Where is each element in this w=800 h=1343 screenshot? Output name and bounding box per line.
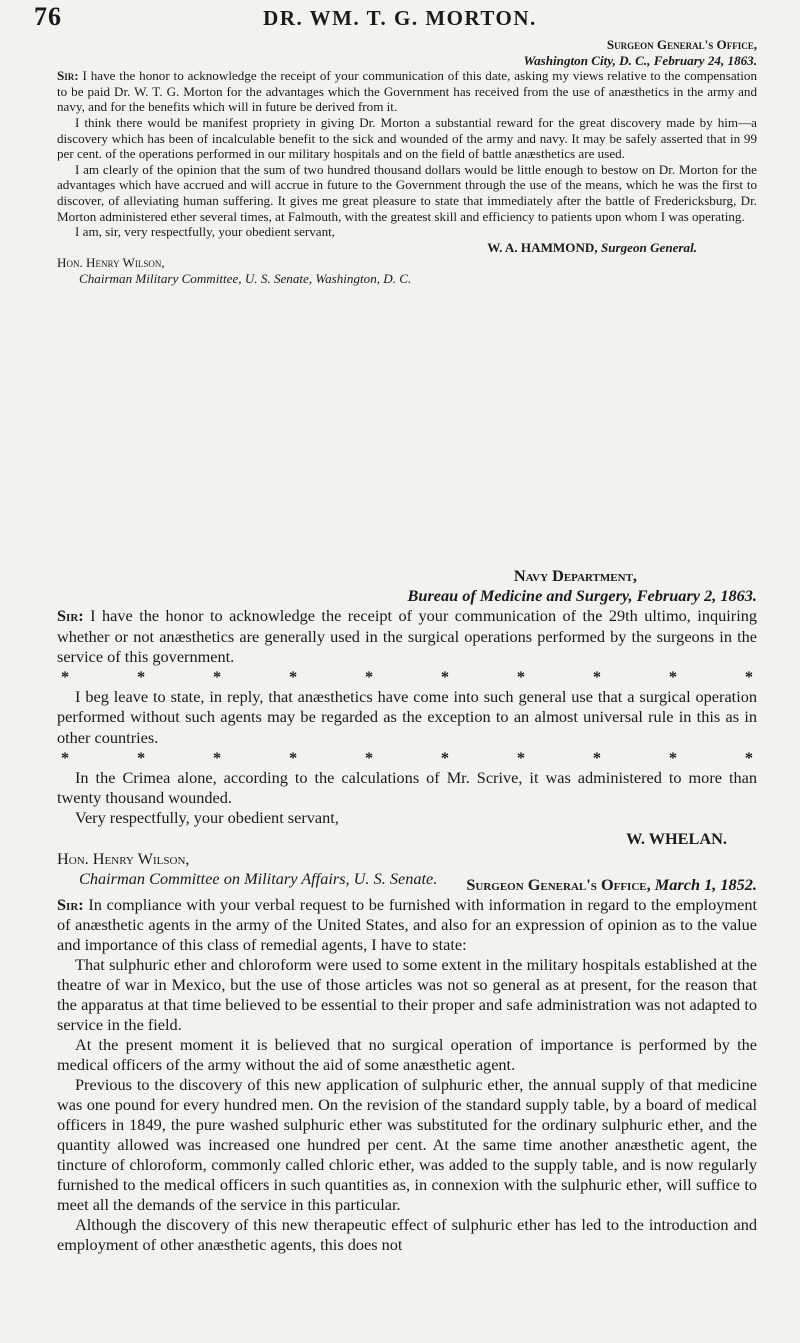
addressee-name: Hon. Henry Wilson, [57, 848, 190, 868]
letter-signature [57, 829, 727, 849]
letter-paragraph-text: In compliance with your verbal request to be furnished with information in regard to the employment of anæsthetic agents in the army of the United States, and also for an expression of opinion as to the value and importance of this class of remedial agents, I have to state: [57, 895, 757, 954]
ellipsis-mark: * [288, 747, 298, 767]
addressee-committee: Chairman Committee on Military Affairs, U. S. Senate. [79, 869, 438, 889]
letter-salutation: Sir: [57, 606, 84, 626]
ellipsis-mark: * [364, 667, 374, 687]
letter-salutation: Sir: [57, 895, 84, 914]
letter-paragraph: That sulphuric ether and chloroform were used to some extent in the military hospitals established at the theatre of war in Mexico, but the use of those articles was not so general as at present, for the reason that the apparatus at that time believed to be essential to their proper and safe administration was not adapted to service in the field. [57, 955, 757, 1034]
letter-place-date-text: Bureau of Medicine and Surgery, February 2, 1863. [407, 586, 757, 606]
ellipsis-mark: * [744, 747, 753, 767]
letter-paragraph-text: I have the honor to acknowledge the receipt of your communication of this date, asking my views relative to the compensation to be paid Dr. W. T. G. Morton for the advantages which the Government has received from the use of anæsthetics in the army and navy, and for the benefits which will in future be derived from it. [57, 68, 757, 115]
letter-paragraph: Previous to the discovery of this new application of sulphuric ether, the annual supply of that medicine was one pound for every hundred men. On the revision of the standard supply table, by a board of medical officers in 1849, the pure washed sulphuric ether was substituted for the ordinary sulphuric ether, and the quantity allowed was increased one hundred per cent. At the same time another anæsthetic agent, the tincture of chloroform, commonly called chloric ether, was added to the supply table, and is now regularly furnished to the medical officers in such quantities as, in connexion with the sulphuric ether, will suffice to meet all the demands of the service in this particular. [57, 1075, 757, 1214]
letter-closing: I am, sir, very respectfully, your obedient servant, [75, 224, 336, 240]
letter-surgeon-general-1852 [57, 875, 757, 1255]
letter-paragraph-text: I have the honor to acknowledge the receipt of your communication of the 29th ultimo, inquiring whether or not anæsthetics are generally used in the surgical operations performed by the surgeons in the service of this government. [57, 606, 757, 666]
letter-place-date-text: Washington City, D. C., February 24, 1863. [523, 52, 757, 68]
letter-paragraph: I beg leave to state, in reply, that anæsthetics have come into such general use that a surgical operation performed without such agents may be regarded as the exception to an almost universal rule in this as in other countries. [57, 687, 757, 747]
letter-whelan [57, 566, 757, 889]
ellipsis-mark: * [136, 667, 146, 687]
letter-salutation: Sir: [57, 68, 79, 84]
letter-paragraph [57, 606, 757, 667]
ellipsis-mark: * [136, 747, 146, 767]
addressee-committee: Chairman Military Committee, U. S. Senate, Washington, D. C. [79, 270, 412, 286]
letter-dateline [57, 566, 637, 586]
letter-place-date [57, 586, 757, 606]
ellipsis-mark: * [440, 747, 450, 767]
letter-paragraph: I think there would be manifest propriety in giving Dr. Morton a substantial reward for the great discovery made by him—a discovery which has been of incalculable benefit to the sick and wounded of the army and navy. It may be safely asserted that in 99 per cent. of the operations performed in our military hospitals and on the field of battle anæsthetics are used. [57, 114, 757, 162]
letter-paragraph: I am clearly of the opinion that the sum of two hundred thousand dollars would be little enough to bestow on Dr. Morton for the advantages which have accrued and will accrue in future to the Government through the use of the means, which he was the first to discover, of alleviating human suffering. It gives me great pleasure to state that immediately after the battle of Fredericksburg, Dr. Morton administered ether several times, at Falmouth, with the greatest skill and efficiency to patients upon whom I was operating. [57, 161, 757, 224]
ellipsis-row [57, 748, 757, 768]
letter-place-date [57, 53, 757, 69]
ellipsis-mark: * [212, 747, 222, 767]
letter-hammond [57, 37, 757, 287]
ellipsis-mark: * [364, 747, 374, 767]
signature-name: W. A. HAMMOND, [487, 239, 598, 255]
ellipsis-mark: * [288, 667, 298, 687]
letter-paragraph: Although the discovery of this new therapeutic effect of sulphuric ether has led to the introduction and employment of other anæsthetic agents, this does not [57, 1215, 757, 1254]
letter-closing: Very respectfully, your obedient servant, [75, 808, 339, 828]
ellipsis-mark: * [592, 747, 602, 767]
letter-addressee [57, 255, 757, 286]
running-head [34, 2, 766, 36]
ellipsis-mark: * [440, 667, 450, 687]
ellipsis-mark: * [516, 667, 526, 687]
letter-office: Navy Department, [513, 566, 637, 585]
page-number: 76 [34, 2, 62, 31]
letter-signature [57, 240, 697, 256]
letter-paragraph: In the Crimea alone, according to the calculations of Mr. Scrive, it was administered to more than twenty thousand wounded. [57, 768, 757, 808]
ellipsis-mark: * [212, 667, 222, 687]
ellipsis-mark: * [592, 667, 602, 687]
ellipsis-mark: * [61, 667, 70, 687]
letter-dateline [57, 37, 757, 53]
signature-title: Surgeon General. [600, 239, 697, 255]
letter-paragraph: At the present moment it is believed that no surgical operation of importance is performed by the medical officers of the army without the aid of some anæsthetic agent. [57, 1035, 757, 1074]
letter-paragraph [57, 68, 757, 115]
ellipsis-mark: * [668, 667, 678, 687]
ellipsis-mark: * [516, 747, 526, 767]
letter-dateline [57, 875, 757, 895]
ellipsis-mark: * [668, 747, 678, 767]
ellipsis-mark: * [61, 747, 70, 767]
letter-place-date-text: March 1, 1852. [654, 875, 757, 894]
addressee-name: Hon. Henry Wilson, [57, 255, 165, 271]
ellipsis-row [57, 667, 757, 687]
letter-paragraph [57, 895, 757, 955]
signature-name: W. WHELAN. [626, 828, 727, 848]
running-title: DR. WM. T. G. MORTON. [263, 6, 537, 30]
letter-office: Surgeon General's Office, [466, 875, 651, 894]
letter-office: Surgeon General's Office, [606, 37, 757, 52]
ellipsis-mark: * [744, 667, 753, 687]
